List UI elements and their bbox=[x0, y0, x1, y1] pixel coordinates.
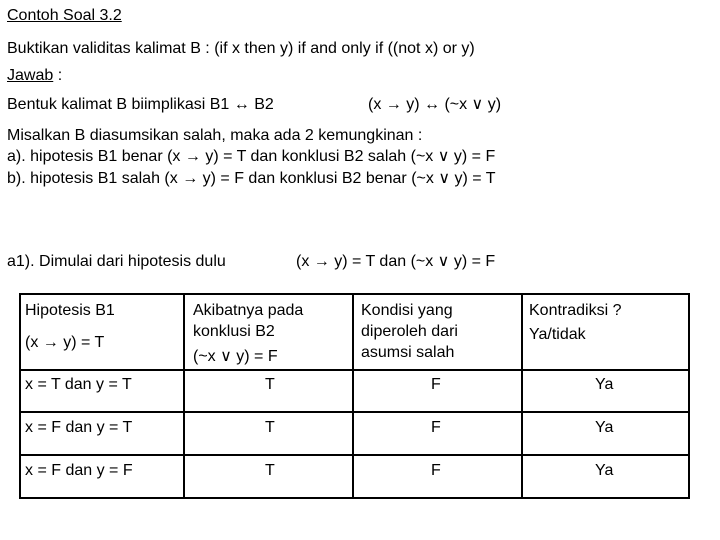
table-column-divider bbox=[521, 293, 523, 499]
problem-statement: Buktikan validitas kalimat B : (if x then y) if and only if ((not x) or y) bbox=[7, 40, 475, 57]
header-condition-line2: diperoleh dari bbox=[361, 323, 458, 340]
answer-heading bbox=[7, 67, 62, 85]
header-condition: Kondisi yang bbox=[361, 302, 453, 319]
table-row-1-contradiction: Ya bbox=[595, 376, 614, 393]
header-contradiction: Kontradiksi ? bbox=[529, 302, 622, 319]
header-hypothesis: Hipotesis B1 bbox=[25, 302, 115, 319]
form-label: Bentuk kalimat B biimplikasi B1 ↔ B2 bbox=[7, 96, 274, 113]
header-hypothesis-expr: (x → y) = T bbox=[25, 334, 105, 351]
step-expression: (x → y) = T dan (~x ∨ y) = F bbox=[296, 253, 496, 270]
table-row-divider bbox=[19, 369, 690, 371]
case-b: b). hipotesis B1 salah (x → y) = F dan konklusi B2 benar (~x ∨ y) = T bbox=[7, 170, 496, 187]
table-row-2-condition: F bbox=[431, 419, 441, 436]
table-row-3-contradiction: Ya bbox=[595, 462, 614, 479]
header-condition-line3: asumsi salah bbox=[361, 344, 455, 361]
table-row-divider bbox=[19, 411, 690, 413]
answer-colon: : bbox=[53, 67, 63, 84]
table-column-divider bbox=[352, 293, 354, 499]
table-border-top bbox=[19, 293, 690, 295]
case-a: a). hipotesis B1 benar (x → y) = T dan konklusi B2 salah (~x ∨ y) = F bbox=[7, 148, 496, 165]
truth-table bbox=[19, 293, 690, 499]
table-row-1-case: x = T dan y = T bbox=[25, 376, 132, 393]
table-row-2-consequence: T bbox=[265, 419, 275, 436]
table-row-1-condition: F bbox=[431, 376, 441, 393]
table-row-divider bbox=[19, 454, 690, 456]
header-consequence-expr: (~x ∨ y) = F bbox=[193, 348, 278, 365]
table-border-left bbox=[19, 293, 21, 499]
header-contradiction-options: Ya/tidak bbox=[529, 326, 586, 343]
table-row-3-consequence: T bbox=[265, 462, 275, 479]
table-border-right bbox=[688, 293, 690, 499]
table-row-2-contradiction: Ya bbox=[595, 419, 614, 436]
table-row-3-condition: F bbox=[431, 462, 441, 479]
table-row-1-consequence: T bbox=[265, 376, 275, 393]
table-row-3-case: x = F dan y = F bbox=[25, 462, 133, 479]
table-row-2-case: x = F dan y = T bbox=[25, 419, 133, 436]
table-column-divider bbox=[183, 293, 185, 499]
header-consequence: Akibatnya pada bbox=[193, 302, 304, 319]
step-label: a1). Dimulai dari hipotesis dulu bbox=[7, 253, 226, 270]
header-consequence-line2: konklusi B2 bbox=[193, 323, 275, 340]
assumption-intro: Misalkan B diasumsikan salah, maka ada 2 kemungkinan : bbox=[7, 127, 423, 144]
table-border-bottom bbox=[19, 497, 690, 499]
form-expression: (x → y) ↔ (~x ∨ y) bbox=[368, 96, 502, 113]
answer-label: Jawab bbox=[7, 67, 54, 84]
page-title: Contoh Soal 3.2 bbox=[7, 7, 122, 24]
